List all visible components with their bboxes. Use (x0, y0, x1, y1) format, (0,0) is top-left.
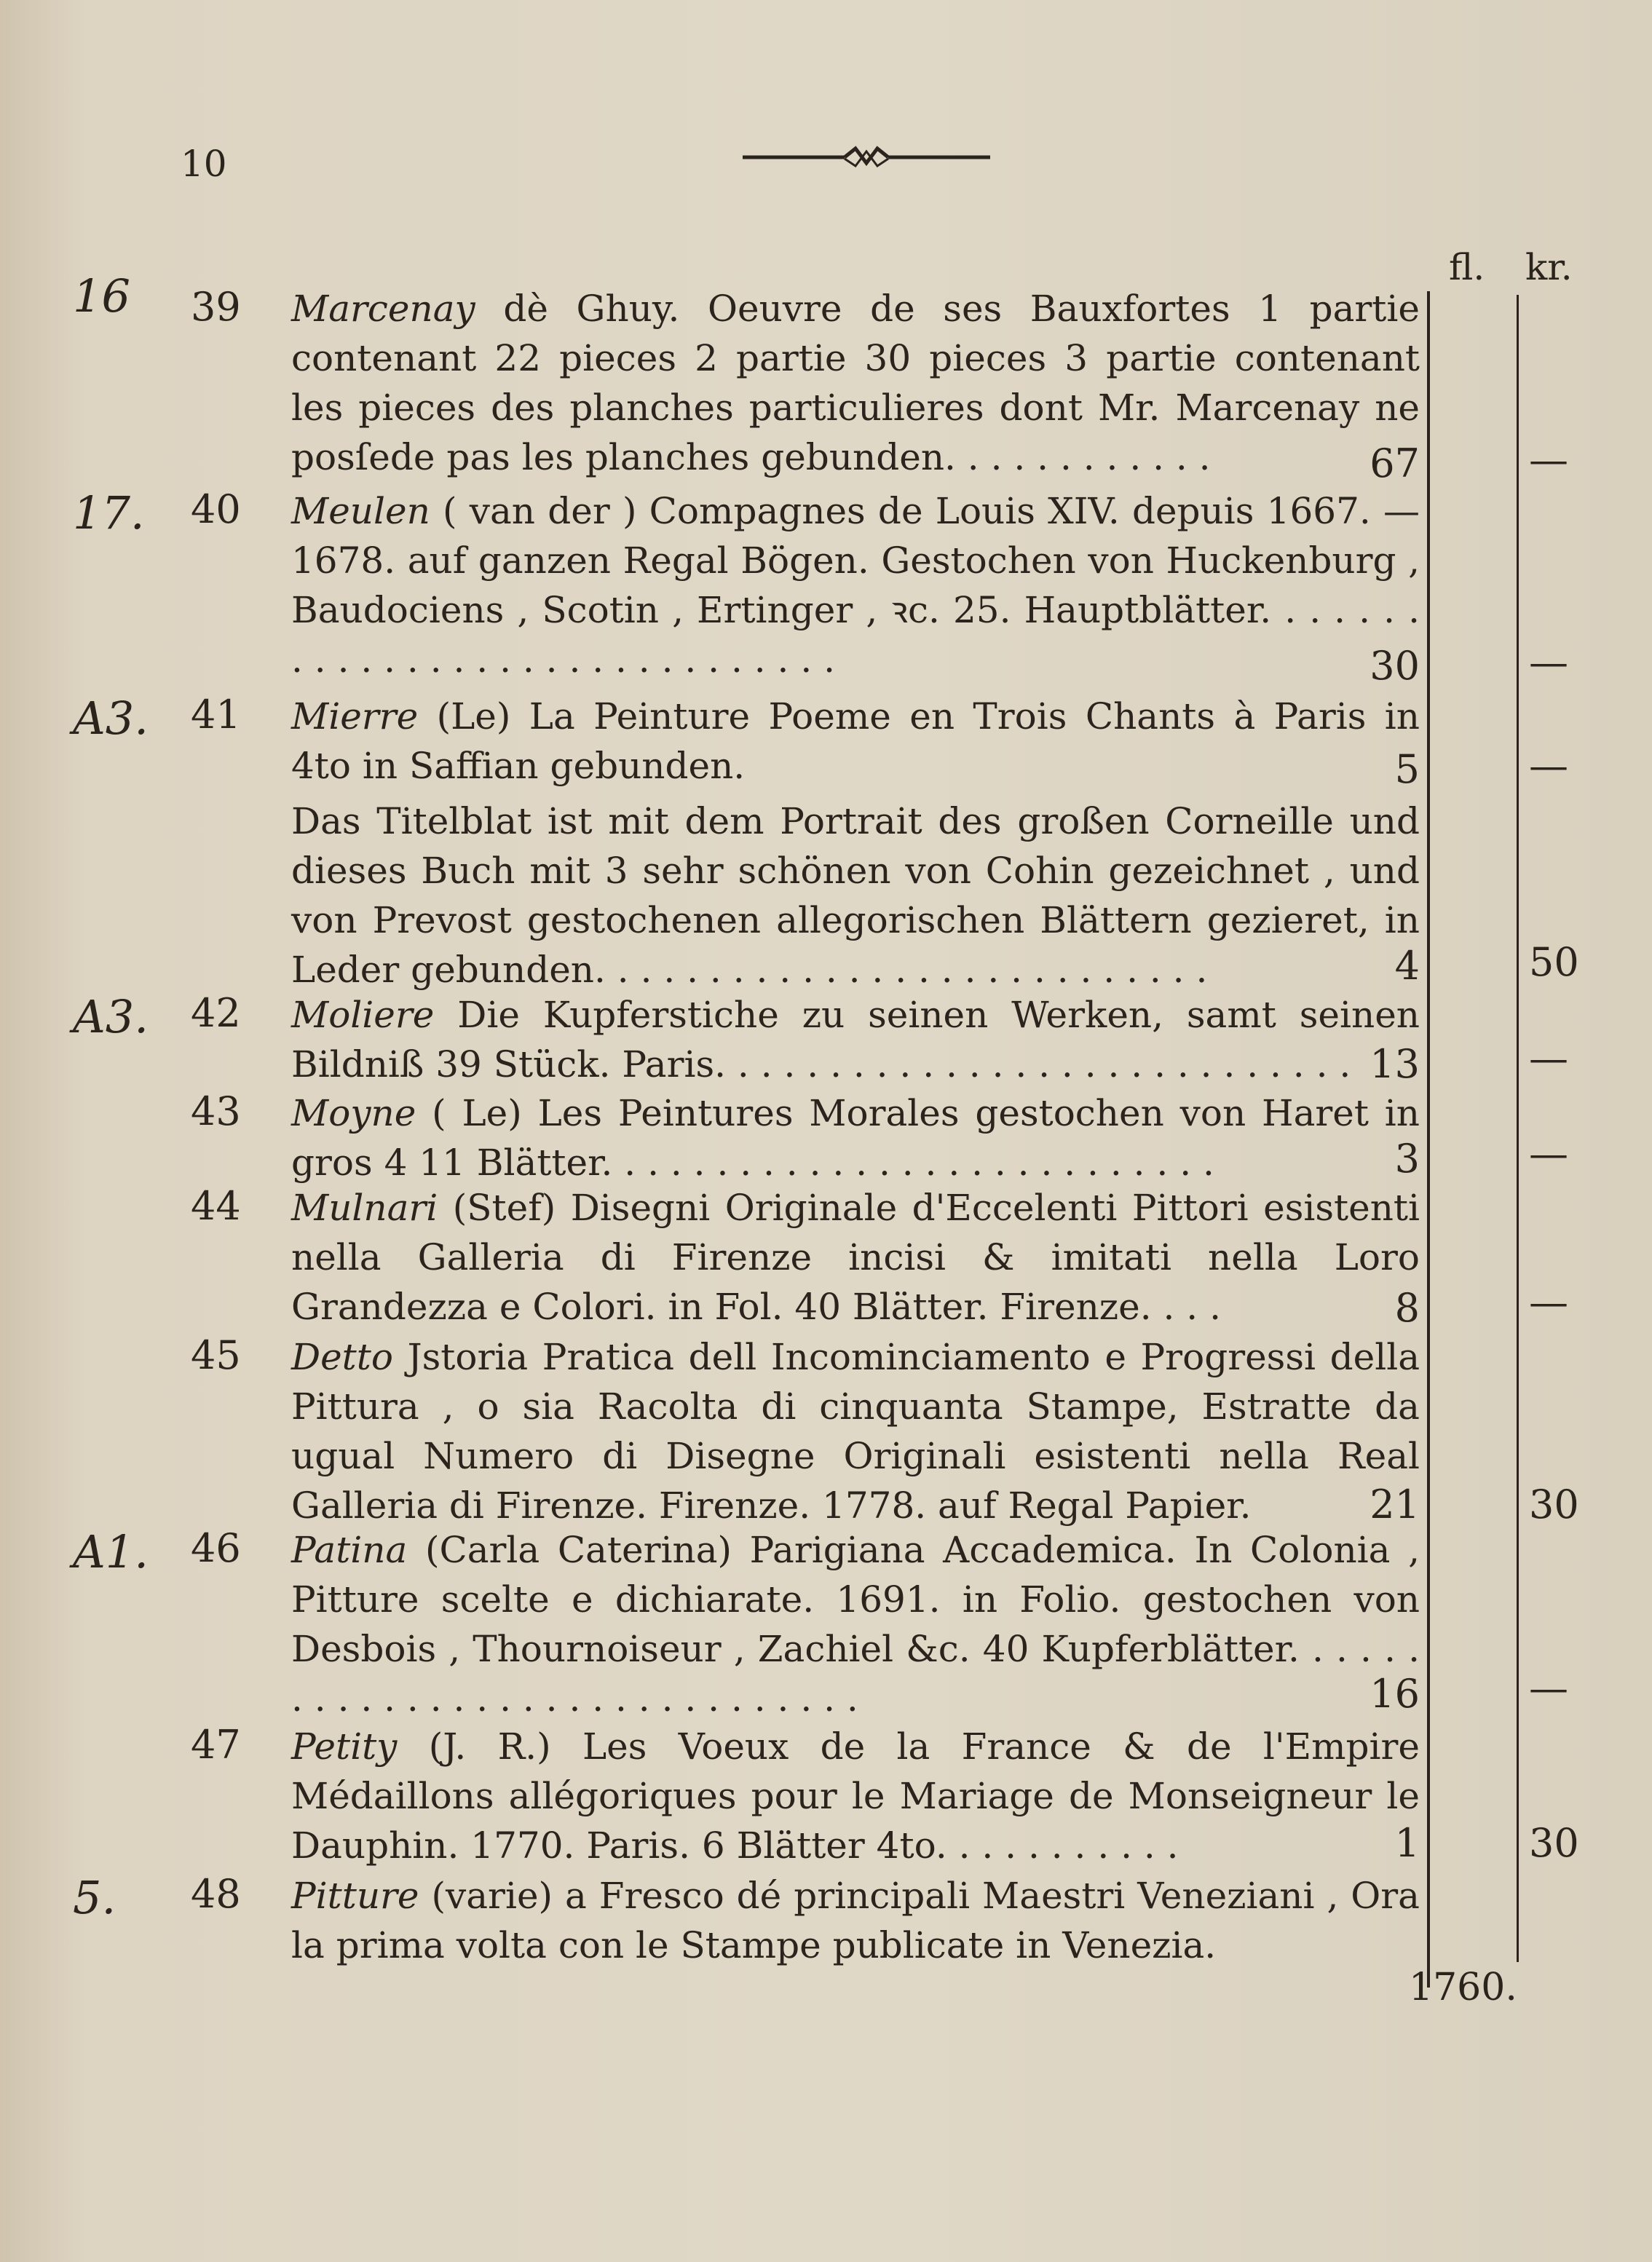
handwritten-note: A1. (73, 1525, 149, 1578)
entry-number: 42 (191, 990, 241, 1036)
entry-desc: dè Ghuy. Oeuvre de ses Bauxfortes 1 partie contenant 22 pieces 2 partie 30 pieces 3 partie contenant les pieces des planches particulieres dont Mr. Marcenay ne posſede pas les planches gebunden. . . . . . . . . . . . (291, 288, 1420, 478)
handwritten-note: 5. (73, 1871, 116, 1924)
handwritten-note: 17. (73, 486, 145, 539)
price-fl: 16 (1370, 1671, 1420, 1717)
entry-head: Mierre (291, 695, 419, 737)
entry-number: 48 (191, 1871, 241, 1917)
entry-number: 39 (191, 284, 241, 330)
kreuzer-column-rule (1517, 295, 1519, 1962)
price-kr: 30 (1529, 1482, 1579, 1527)
entry-desc: (J. R.) Les Voeux de la France & de l'Empire Médaillons allégoriques pour le Mariage de Monseigneur le Dauphin. 1770. Paris. 6 Blätter 4to. . . . . . . . . . . (291, 1725, 1420, 1867)
catchword: 1760. (1409, 1966, 1517, 2009)
entry-desc: (varie) a Fresco dé principali Maestri Veneziani , Ora la prima volta con le Stampe publicate in Venezia. (291, 1875, 1420, 1966)
entry-number: 40 (191, 486, 241, 532)
entry-desc: (Stef) Disegni Originale d'Eccelenti Pittori esistenti nella Galleria di Firenze incisi & imitati nella Loro Grandezza e Colori. in Fol. 40 Blätter. Firenze. . . . (291, 1187, 1420, 1328)
price-fl-secondary: 4 (1394, 943, 1420, 989)
entry-head: Pitture (291, 1875, 419, 1917)
price-kr: — (1529, 1279, 1568, 1325)
entry-head: Meulen (291, 490, 430, 532)
entry-text (291, 284, 1420, 482)
price-fl: 67 (1370, 440, 1420, 486)
price-kr: — (1529, 743, 1568, 788)
entry-text (291, 990, 1420, 1089)
entry-head: Patina (291, 1529, 408, 1571)
entry-desc: Die Kupferstiche zu seinen Werken, samt seinen Bildniß 39 Stück. Paris. . . . . . . . . . . . . . . . . . . . . . . . . . . . (291, 994, 1420, 1085)
price-fl: 8 (1394, 1285, 1420, 1331)
entry-text (291, 486, 1420, 684)
price-fl: 3 (1394, 1136, 1420, 1182)
entry-desc: ( Le) Les Peintures Morales gestochen von Haret in gros 4 11 Blätter. . . . . . . . . . . . . . . . . . . . . . . . . . . (291, 1092, 1420, 1184)
entry-desc: (Le) La Peinture Poeme en Trois Chants à Paris in 4to in Saffian gebunden. (291, 695, 1420, 787)
entry-text (291, 1332, 1420, 1530)
column-header-fl: fl. (1449, 246, 1485, 288)
ornament-divider (735, 143, 997, 172)
price-fl: 1 (1394, 1820, 1420, 1866)
price-kr: — (1529, 437, 1568, 483)
entry-number: 43 (191, 1088, 241, 1134)
entry-head: Moyne (291, 1092, 416, 1134)
entry-head: Detto (291, 1336, 393, 1378)
entry-head: Moliere (291, 994, 435, 1036)
page-number: 10 (181, 143, 227, 185)
price-fl: 13 (1370, 1041, 1420, 1087)
price-kr: — (1529, 639, 1568, 685)
entry-number: 44 (191, 1183, 241, 1229)
entry-number: 46 (191, 1525, 241, 1571)
handwritten-note: A3. (73, 692, 149, 745)
handwritten-note: 16 (73, 269, 130, 323)
handwritten-note: A3. (73, 990, 149, 1043)
entry-number: 45 (191, 1332, 241, 1378)
entry-desc: (Carla Caterina) Parigiana Accademica. In Colonia , Pitture scelte e dichiarate. 1691. in Folio. gestochen von Desbois , Thournoiseur , Zachiel &c. 40 Kupferblätter. . . . . . . . . . . . . . . . . . . . . . . . . . . . . . . (291, 1529, 1420, 1720)
entry-text (291, 692, 1420, 994)
entry-number: 41 (191, 692, 241, 737)
entry-desc: ( van der ) Compagnes de Louis XIV. depuis 1667. — 1678. auf ganzen Regal Bögen. Gestochen von Huckenburg , Baudociens , Scotin , Ertinger , ꝛc. 25. Hauptblätter. . . . . . . . . . . . . . . . . . . . . . . . . . . . . . . (291, 490, 1420, 681)
column-header-kr: kr. (1525, 246, 1573, 288)
price-fl: 21 (1370, 1482, 1420, 1527)
entry-head: Petity (291, 1725, 398, 1768)
price-column-rule (1427, 291, 1430, 1988)
price-kr: — (1529, 1035, 1568, 1081)
entry-subnote: Das Titelblat ist mit dem Portrait des großen Corneille und dieses Buch mit 3 sehr schönen von Cohin gezeichnet , und von Prevost gestochenen allegorischen Blättern gezieret, in Leder gebunden. . . . . . . . . . . . . . . . . . . . . . . . . . . (291, 800, 1420, 991)
entry-text (291, 1183, 1420, 1332)
entry-text (291, 1088, 1420, 1187)
entry-head: Marcenay (291, 288, 475, 330)
price-kr-secondary: 50 (1529, 939, 1579, 985)
entry-text (291, 1525, 1420, 1723)
price-kr: — (1529, 1665, 1568, 1711)
price-kr: — (1529, 1131, 1568, 1177)
entry-text (291, 1722, 1420, 1870)
entry-desc: Jstoria Pratica dell Incominciamento e Progressi della Pittura , o sia Racolta di cinquanta Stampe, Estratte da ugual Numero di Disegne Originali esistenti nella Real Galleria di Firenze. Firenze. 1778. auf Regal Papier. (291, 1336, 1420, 1527)
price-kr: 30 (1529, 1820, 1579, 1866)
entry-head: Mulnari (291, 1187, 438, 1229)
price-fl: 30 (1370, 643, 1420, 689)
price-fl: 5 (1394, 746, 1420, 792)
entry-text (291, 1871, 1420, 1970)
entry-number: 47 (191, 1722, 241, 1768)
